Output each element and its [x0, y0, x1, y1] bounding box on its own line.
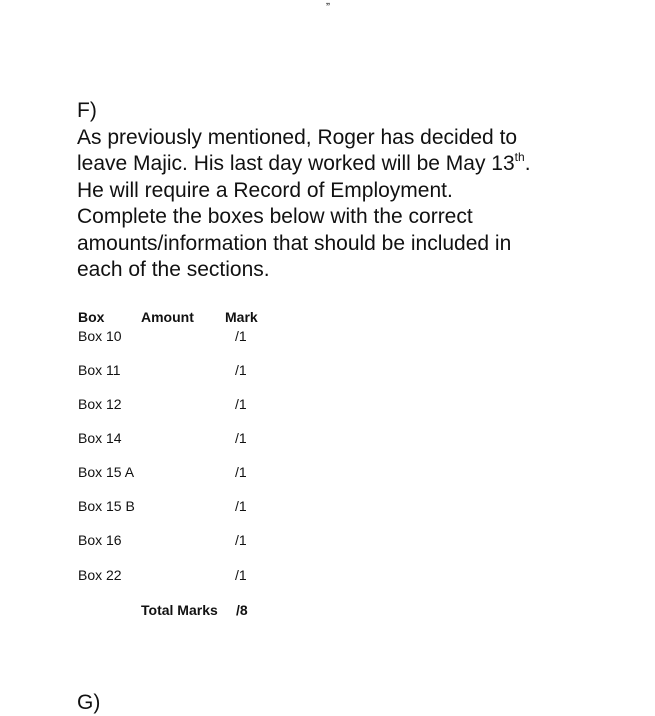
row-mark: /1: [235, 396, 247, 412]
page-fragment-mark: „: [326, 0, 330, 7]
question-line-5: amounts/information that should be included in: [77, 231, 512, 255]
row-mark: /1: [235, 362, 247, 378]
row-mark: /1: [235, 464, 247, 480]
row-box-label: Box 10: [78, 328, 122, 344]
question-line-2: leave Majic. His last day worked will be May 13th.: [77, 150, 531, 175]
question-label: F): [77, 99, 97, 122]
row-box-label: Box 14: [78, 430, 122, 446]
question-block: [77, 98, 597, 284]
row-box-label: Box 15 A: [78, 464, 135, 480]
row-mark: /1: [235, 532, 247, 548]
total-marks-label: Total Marks: [141, 602, 218, 618]
header-box: Box: [78, 309, 105, 325]
header-mark: Mark: [225, 309, 258, 325]
row-box-label: Box 15 B: [78, 498, 135, 514]
total-marks-value: /8: [236, 602, 248, 618]
question-line-4: Complete the boxes below with the correct: [77, 205, 473, 228]
header-amount: Amount: [141, 309, 194, 325]
next-question-label: G): [77, 691, 101, 714]
row-mark: /1: [235, 498, 247, 514]
question-line-3: He will require a Record of Employment.: [77, 178, 453, 202]
ordinal-suffix: th: [514, 150, 525, 164]
row-box-label: Box 12: [78, 396, 122, 412]
row-box-label: Box 11: [78, 362, 121, 378]
question-line-6: each of the sections.: [77, 258, 270, 281]
row-mark: /1: [235, 328, 247, 344]
row-box-label: Box 22: [78, 567, 122, 583]
question-line-1: As previously mentioned, Roger has decided to: [77, 125, 518, 149]
row-box-label: Box 16: [78, 532, 122, 548]
row-mark: /1: [235, 567, 247, 583]
row-mark: /1: [235, 430, 247, 446]
